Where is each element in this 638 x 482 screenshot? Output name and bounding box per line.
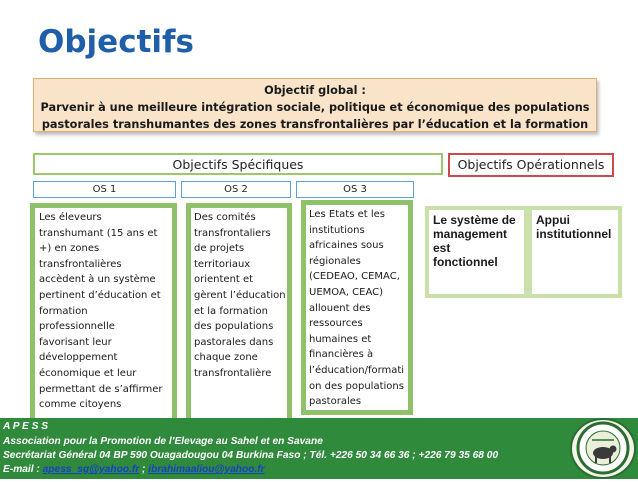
- os2-line: Des comités: [194, 212, 256, 223]
- global-objective-line-2: pastorales transhumantes des zones transfrontalières par l’éducation et la formation: [41, 118, 589, 131]
- os2-line: territoriaux: [194, 258, 251, 270]
- op2-line: Appui: [536, 213, 570, 227]
- os1-line: transhumant (15 ans et: [39, 227, 158, 239]
- global-objective-line-1: Parvenir à une meilleure intégration sociale, politique et économique des populations: [40, 101, 590, 114]
- footer-email-label: E-mail :: [3, 464, 43, 475]
- os2-line: orientent et: [194, 274, 254, 286]
- os3-line: on des populations: [309, 380, 404, 392]
- page-title: Objectifs: [38, 24, 194, 60]
- os1-line: économique et leur: [39, 367, 137, 379]
- os3-line: UEMOA, CEAC): [309, 286, 384, 298]
- os3-line: africaines sous: [309, 240, 384, 252]
- logo-graphic: [572, 420, 634, 477]
- global-objective-box: [33, 78, 597, 132]
- email-link-2[interactable]: ibrahimaaliou@yahoo.fr: [148, 464, 265, 475]
- os1-line: accèdent à un système: [39, 274, 156, 286]
- os3-line: humaines et: [309, 333, 372, 345]
- operational-objectives-header: Objectifs Opérationnels: [448, 153, 614, 177]
- os1-line: transfrontalières: [39, 258, 122, 270]
- footer-address: Secrétariat Général 04 BP 590 Ouagadougou 04 Burkina Faso ; Tél. +226 50 34 66 36 ; +226 79 35 68 00: [3, 450, 499, 461]
- apess-logo-icon: [570, 418, 636, 479]
- email-link-1[interactable]: apess_sg@yahoo.fr: [42, 464, 140, 475]
- os3-line: Les Etats et les: [309, 209, 386, 220]
- os3-line: régionales: [309, 255, 361, 267]
- footer-email: [3, 464, 265, 475]
- os2-line: transfrontalière: [194, 367, 272, 379]
- os2-column: [186, 203, 292, 428]
- os2-line: pastorales dans: [194, 336, 274, 348]
- os1-line: favorisant leur: [39, 336, 112, 348]
- footer-association: Association pour la Promotion de l’Elevage au Sahel et en Savane: [3, 436, 323, 447]
- footer-org: A P E S S: [3, 421, 49, 432]
- operational-box-support: [528, 206, 622, 298]
- global-objective-heading: Objectif global :: [264, 84, 366, 97]
- os1-column: [30, 203, 177, 428]
- os3-line: pastorales: [309, 396, 362, 408]
- os1-line: formation: [39, 305, 88, 317]
- os3-line: allouent des: [309, 302, 371, 314]
- os3-line: ressources: [309, 318, 363, 330]
- specific-objectives-header: Objectifs Spécifiques: [33, 153, 443, 175]
- os2-header: OS 2: [181, 181, 291, 198]
- os1-line: permettant de s’affirmer: [39, 383, 163, 395]
- os3-column: [301, 200, 413, 415]
- op1-line: management: [433, 227, 508, 241]
- os3-text: [306, 205, 408, 410]
- os3-header: OS 3: [296, 181, 414, 198]
- os1-line: pertinent d’éducation et: [39, 289, 161, 301]
- footer-bar: [0, 418, 638, 479]
- footer-email-separator: ;: [139, 464, 149, 475]
- os3-line: institutions: [309, 224, 365, 236]
- op1-line: fonctionnel: [433, 255, 498, 269]
- os2-text: [191, 208, 287, 382]
- os1-text: [35, 208, 172, 413]
- os1-line: comme citoyens: [39, 399, 122, 411]
- os1-line: Les éleveurs: [39, 212, 102, 223]
- os1-line: +) en zones: [39, 243, 100, 255]
- os2-line: et la formation: [194, 305, 268, 317]
- os2-line: gèrent l’éducation: [194, 289, 286, 301]
- op1-line: est: [433, 241, 451, 255]
- operational-box-management: [425, 206, 528, 298]
- os3-line: financières à: [309, 349, 374, 361]
- os1-line: professionnelle: [39, 321, 115, 333]
- op1-line: Le système de: [433, 213, 516, 227]
- os3-line: l’éducation/formati: [309, 364, 405, 376]
- os2-line: transfrontaliers: [194, 227, 271, 239]
- os3-line: (CEDEAO, CEMAC,: [309, 271, 400, 283]
- os2-line: des populations: [194, 321, 274, 333]
- os2-line: chaque zone: [194, 352, 258, 364]
- os2-line: de projets: [194, 243, 245, 255]
- os1-header: OS 1: [33, 181, 176, 198]
- op2-line: institutionnel: [536, 227, 612, 241]
- os1-line: développement: [39, 352, 118, 364]
